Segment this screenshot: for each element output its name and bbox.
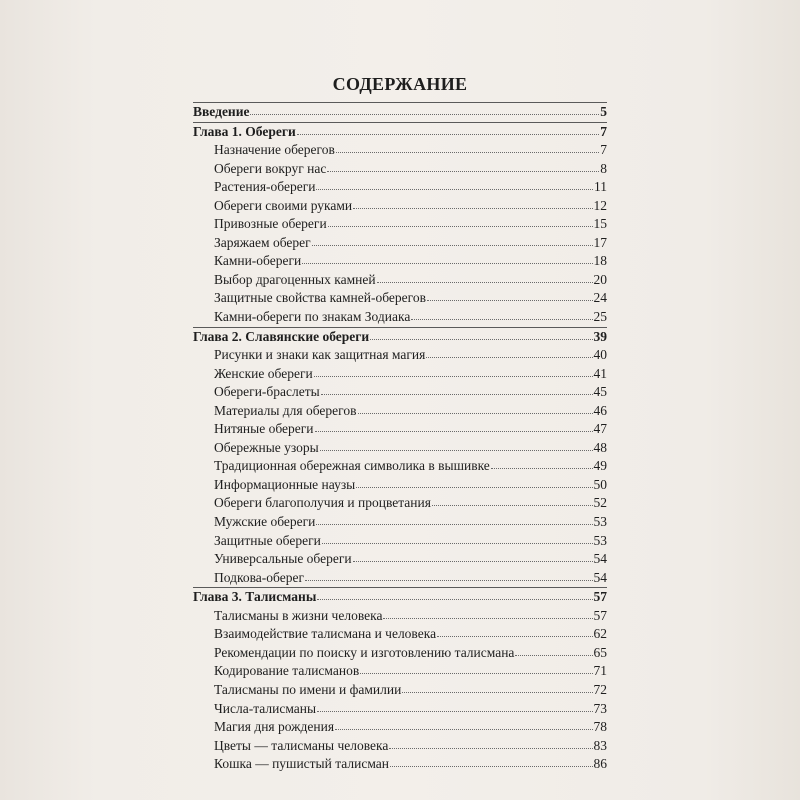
table-of-contents (193, 102, 607, 774)
toc-page-number: 72 (593, 681, 607, 697)
dot-leader (358, 401, 593, 414)
toc-section-row (193, 383, 607, 402)
toc-entry-title: Талисманы в жизни человека (214, 607, 383, 623)
dot-leader (360, 661, 592, 674)
toc-entry-title: Кодирование талисманов (214, 663, 360, 679)
toc-chapter-row (193, 102, 607, 122)
toc-page-number: 57 (593, 589, 607, 605)
toc-section-row (193, 252, 607, 271)
toc-entry-title: Растения-обереги (214, 179, 316, 195)
dot-leader (316, 177, 593, 190)
toc-entry-title: Назначение оберегов (214, 142, 335, 158)
toc-section-row (193, 662, 607, 681)
toc-page-number: 46 (593, 402, 607, 418)
dot-leader (305, 568, 593, 581)
toc-page-number: 71 (593, 663, 607, 679)
toc-entry-title: Цветы — талисманы человека (214, 737, 389, 753)
toc-page-number: 54 (593, 569, 607, 585)
toc-page-number: 39 (593, 328, 607, 344)
toc-entry-title: Камни-обереги по знакам Зодиака (214, 309, 411, 325)
toc-section-row (193, 513, 607, 532)
toc-entry-title: Обереги своими руками (214, 197, 353, 213)
dot-leader (437, 624, 592, 637)
toc-page-number: 12 (593, 197, 607, 213)
toc-entry-title: Камни-обереги (214, 253, 302, 269)
toc-page-number: 83 (593, 737, 607, 753)
dot-leader (317, 587, 592, 600)
toc-page-number: 45 (593, 384, 607, 400)
toc-section-row (193, 289, 607, 308)
toc-page-number: 18 (593, 253, 607, 269)
toc-page-number: 73 (593, 700, 607, 716)
toc-section-row (193, 420, 607, 439)
toc-entry-title: Обереги вокруг нас (214, 160, 327, 176)
toc-page-number: 54 (593, 551, 607, 567)
toc-page-number: 50 (593, 476, 607, 492)
dot-leader (327, 159, 599, 172)
toc-entry-title: Глава 2. Славянские обереги (193, 328, 370, 344)
toc-entry-title: Защитные свойства камней-оберегов (214, 290, 426, 306)
dot-leader (377, 270, 593, 283)
toc-entry-title: Талисманы по имени и фамилии (214, 681, 402, 697)
toc-section-row (193, 141, 607, 160)
toc-entry-title: Обережные узоры (214, 439, 319, 455)
toc-section-row (193, 402, 607, 421)
toc-section-row (193, 625, 607, 644)
toc-entry-title: Заряжаем оберег (214, 234, 311, 250)
toc-section-row (193, 215, 607, 234)
toc-page-number: 52 (593, 495, 607, 511)
dot-leader (335, 717, 592, 730)
toc-page-number: 40 (593, 347, 607, 363)
toc-page-number: 20 (593, 271, 607, 287)
toc-entry-title: Магия дня рождения (214, 719, 335, 735)
toc-page-number: 7 (600, 123, 607, 139)
toc-section-row (193, 700, 607, 719)
toc-entry-title: Привозные обереги (214, 216, 327, 232)
toc-entry-title: Защитные обереги (214, 532, 321, 548)
toc-page-number: 24 (593, 290, 607, 306)
toc-section-row (193, 476, 607, 495)
toc-page-number: 15 (593, 216, 607, 232)
toc-entry-title: Глава 3. Талисманы (193, 589, 317, 605)
dot-leader (383, 606, 592, 619)
toc-entry-title: Числа-талисманы (214, 700, 317, 716)
toc-page-number: 57 (593, 607, 607, 623)
toc-entry-title: Нитяные обереги (214, 421, 314, 437)
dot-leader (250, 102, 599, 115)
dot-leader (353, 549, 593, 562)
toc-page-number: 65 (593, 644, 607, 660)
toc-entry-title: Обереги-браслеты (214, 384, 320, 400)
toc-page-number: 7 (600, 142, 607, 158)
toc-section-row (193, 569, 607, 588)
toc-entry-title: Кошка — пушистый талисман (214, 756, 390, 772)
dot-leader (317, 699, 592, 712)
dot-leader (402, 680, 592, 693)
toc-section-row (193, 346, 607, 365)
toc-page-number: 41 (593, 365, 607, 381)
dot-leader (432, 493, 593, 506)
toc-entry-title: Взаимодействие талисмана и человека (214, 626, 437, 642)
toc-section-row (193, 439, 607, 458)
toc-entry-title: Мужские обереги (214, 514, 316, 530)
toc-page-number: 47 (593, 421, 607, 437)
toc-entry-title: Глава 1. Обереги (193, 123, 296, 139)
dot-leader (320, 438, 593, 451)
toc-section-row (193, 234, 607, 253)
toc-page-number: 25 (593, 309, 607, 325)
toc-section-row (193, 197, 607, 216)
dot-leader (491, 456, 593, 469)
toc-page-number: 48 (593, 439, 607, 455)
dot-leader (390, 754, 592, 767)
toc-section-row (193, 271, 607, 290)
toc-entry-title: Рисунки и знаки как защитная магия (214, 347, 426, 363)
toc-chapter-row (193, 327, 607, 347)
toc-page-number: 5 (600, 104, 607, 119)
dot-leader (328, 214, 593, 227)
toc-section-row (193, 681, 607, 700)
dot-leader (427, 288, 593, 301)
toc-entry-title: Введение (193, 104, 250, 119)
dot-leader (370, 327, 592, 340)
toc-section-row (193, 532, 607, 551)
toc-entry-title: Женские обереги (214, 365, 313, 381)
dot-leader (426, 345, 592, 358)
toc-entry-title: Универсальные обереги (214, 551, 352, 567)
toc-section-row (193, 160, 607, 179)
dot-leader (336, 140, 599, 153)
dot-leader (314, 364, 593, 377)
toc-section-row (193, 607, 607, 626)
toc-section-row (193, 644, 607, 663)
dot-leader (353, 196, 592, 209)
toc-entry-title: Подкова-оберег (214, 569, 304, 585)
toc-entry-title: Выбор драгоценных камней (214, 271, 376, 287)
toc-entry-title: Рекомендации по поиску и изготовлению талисмана (214, 644, 515, 660)
toc-section-row (193, 457, 607, 476)
toc-chapter-row (193, 122, 607, 142)
dot-leader (316, 512, 592, 525)
dot-leader (411, 307, 592, 320)
page-title: СОДЕРЖАНИЕ (332, 74, 468, 94)
dot-leader (389, 736, 592, 749)
toc-page-number: 78 (593, 719, 607, 735)
dot-leader (356, 475, 592, 488)
toc-section-row (193, 718, 607, 737)
dot-leader (515, 643, 592, 656)
dot-leader (322, 531, 593, 544)
toc-entry-title: Информационные наузы (214, 476, 356, 492)
toc-page-number: 17 (593, 234, 607, 250)
toc-entry-title: Традиционная обережная символика в вышивке (214, 458, 490, 474)
toc-page-number: 11 (594, 179, 607, 195)
toc-section-row (193, 550, 607, 569)
toc-page-number: 53 (593, 514, 607, 530)
toc-entry-title: Материалы для оберегов (214, 402, 357, 418)
dot-leader (302, 251, 592, 264)
toc-section-row (193, 494, 607, 513)
dot-leader (312, 233, 593, 246)
toc-chapter-row (193, 587, 607, 607)
toc-page-number: 8 (600, 160, 607, 176)
dot-leader (315, 419, 593, 432)
toc-entry-title: Обереги благополучия и процветания (214, 495, 431, 511)
toc-section-row (193, 755, 607, 774)
toc-page-number: 49 (593, 458, 607, 474)
toc-section-row (193, 308, 607, 327)
dot-leader (321, 382, 593, 395)
dot-leader (297, 122, 599, 135)
toc-page-number: 86 (593, 756, 607, 772)
toc-page-number: 62 (593, 626, 607, 642)
toc-section-row (193, 365, 607, 384)
toc-section-row (193, 178, 607, 197)
toc-section-row (193, 737, 607, 756)
toc-page-number: 53 (593, 532, 607, 548)
